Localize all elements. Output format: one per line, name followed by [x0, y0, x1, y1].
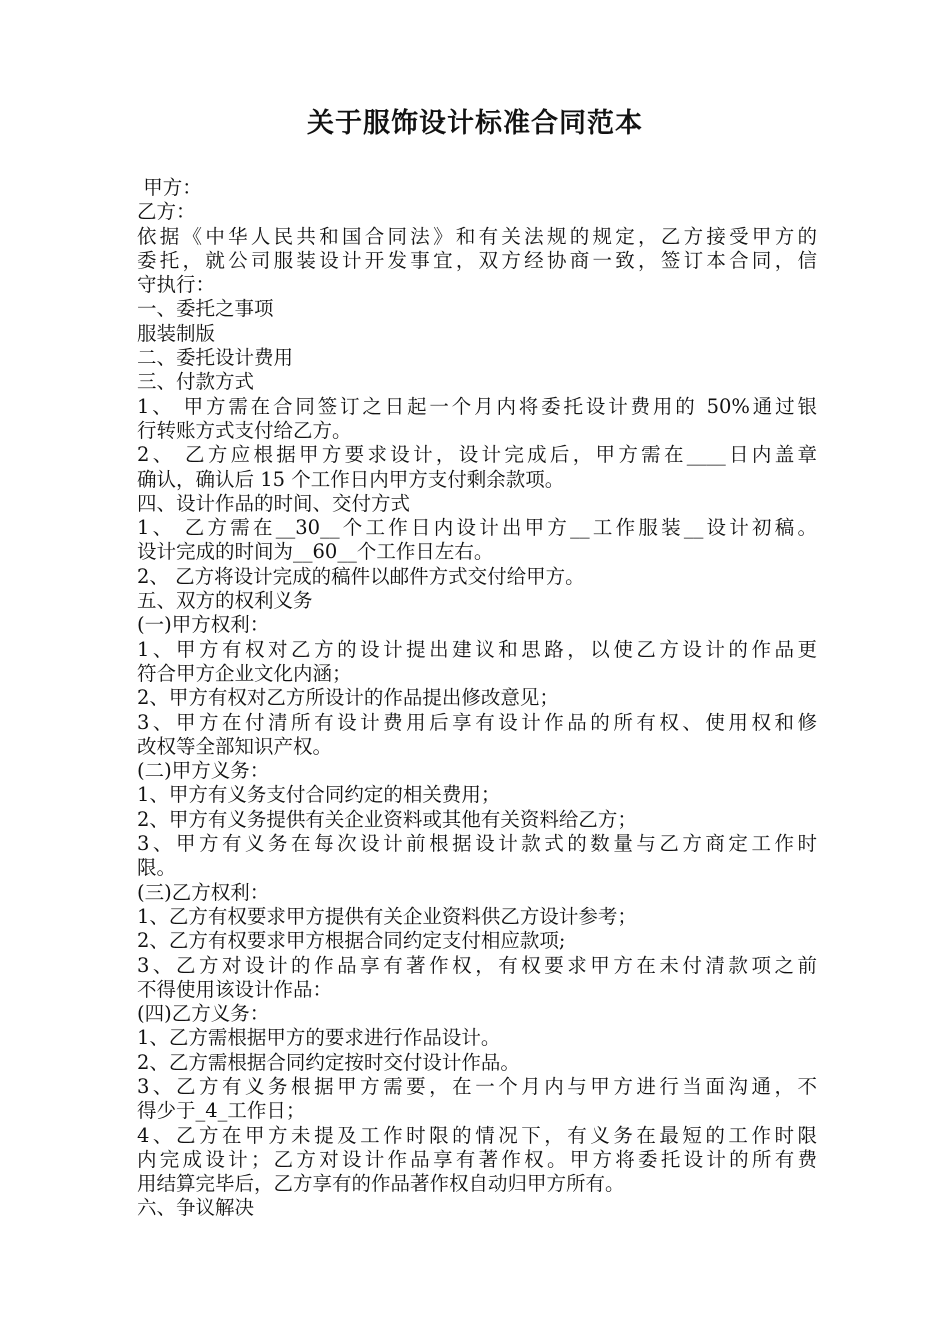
clause-line: 改权等全部知识产权。	[137, 734, 333, 758]
section-heading-6: 六、争议解决	[137, 1196, 255, 1220]
section-heading-5: 五、双方的权利义务	[137, 589, 313, 613]
clause-line: 3、甲方在付清所有设计费用后享有设计作品的所有权、使用权和修	[137, 710, 817, 734]
preamble-line-3: 守执行：	[137, 273, 216, 297]
clause-line: 1、乙方需根据甲方的要求进行作品设计。	[137, 1026, 501, 1050]
party-a-line: 甲方：	[137, 176, 202, 199]
clause-line: 3、乙方对设计的作品享有著作权，有权要求甲方在未付清款项之前	[137, 953, 817, 977]
clause-line: 内完成设计；乙方对设计作品享有著作权。甲方将委托设计的所有费	[137, 1147, 817, 1171]
clause-line: 2、乙方有权要求甲方根据合同约定支付相应款项;	[137, 929, 566, 953]
clause-line: 设计完成的时间为__60__个工作日左右。	[137, 540, 494, 564]
paragraph-line: 服装制版	[137, 321, 216, 345]
clause-line: 得少于_4_工作日；	[137, 1099, 306, 1123]
section-heading-1: 一、委托之事项	[137, 297, 274, 321]
preamble-line-2: 委托，就公司服装设计开发事宜，双方经协商一致，签订本合同，信	[137, 248, 817, 272]
party-b-line: 乙方：	[137, 200, 196, 224]
document-title: 关于服饰设计标准合同范本	[307, 108, 643, 139]
clause-line: 不得使用该设计作品：	[137, 977, 333, 1001]
clause-line: 1、 乙方需在__30__个工作日内设计出甲方__工作服装__设计初稿。	[137, 516, 817, 540]
clause-line: 1、甲方有权对乙方的设计提出建议和思路，以使乙方设计的作品更	[137, 637, 817, 661]
subsection-heading: (四)乙方义务：	[137, 1002, 270, 1026]
subsection-heading: (三)乙方权利：	[137, 880, 270, 904]
subsection-heading: (二)甲方义务：	[137, 759, 270, 783]
section-heading-4: 四、设计作品的时间、交付方式	[137, 491, 411, 515]
clause-line: 4、乙方在甲方未提及工作时限的情况下，有义务在最短的工作时限	[137, 1123, 817, 1147]
clause-line: 行转账方式支付给乙方。	[137, 418, 352, 442]
preamble-line-1: 依据《中华人民共和国合同法》和有关法规的规定，乙方接受甲方的	[137, 224, 817, 248]
clause-line: 2、 乙方应根据甲方要求设计，设计完成后，甲方需在____日内盖章	[137, 443, 817, 467]
section-heading-3: 三、付款方式	[137, 370, 255, 394]
document-body	[137, 176, 817, 1221]
section-heading-2: 二、委托设计费用	[137, 346, 294, 370]
subsection-heading: (一)甲方权利：	[137, 613, 270, 637]
clause-line: 用结算完毕后，乙方享有的作品著作权自动归甲方所有。	[137, 1172, 625, 1196]
clause-line: 3、乙方有义务根据甲方需要，在一个月内与甲方进行当面沟通，不	[137, 1074, 817, 1098]
clause-line: 3、甲方有义务在每次设计前根据设计款式的数量与乙方商定工作时	[137, 832, 817, 856]
clause-line: 2、甲方有权对乙方所设计的作品提出修改意见；	[137, 686, 559, 710]
clause-line: 限。	[137, 856, 177, 880]
clause-line: 1、 甲方需在合同签订之日起一个月内将委托设计费用的 50%通过银	[137, 394, 817, 418]
clause-line: 确认，确认后 15 个工作日内甲方支付剩余款项。	[137, 467, 565, 491]
clause-line: 1、甲方有义务支付合同约定的相关费用；	[137, 783, 501, 807]
clause-line: 符合甲方企业文化内涵；	[137, 661, 352, 685]
clause-line: 2、 乙方将设计完成的稿件以邮件方式交付给甲方。	[137, 564, 585, 588]
clause-line: 2、甲方有义务提供有关企业资料或其他有关资料给乙方；	[137, 807, 637, 831]
clause-line: 1、乙方有权要求甲方提供有关企业资料供乙方设计参考；	[137, 904, 637, 928]
clause-line: 2、乙方需根据合同约定按时交付设计作品。	[137, 1050, 520, 1074]
